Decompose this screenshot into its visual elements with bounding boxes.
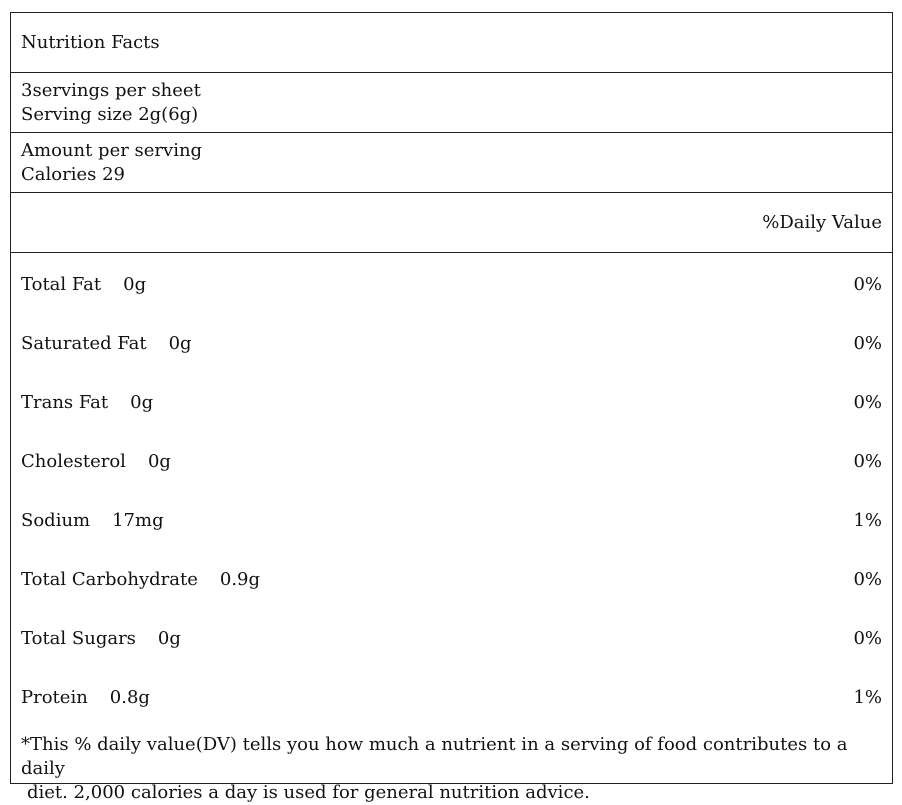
nutrient-name: Trans Fat bbox=[21, 392, 109, 413]
footnote-line-1: *This % daily value(DV) tells you how much a nutrient in a serving of food contributes to a daily bbox=[21, 734, 848, 779]
nutrient-row bbox=[11, 686, 892, 710]
nutrient-amount: 0g bbox=[157, 628, 181, 649]
nutrient-amount: 0g bbox=[130, 392, 154, 413]
daily-value-header-section bbox=[11, 193, 892, 253]
nutrient-name: Total Sugars bbox=[21, 628, 136, 649]
label-title: Nutrition Facts bbox=[21, 31, 160, 53]
nutrient-row bbox=[11, 568, 892, 592]
nutrient-name: Sodium bbox=[21, 510, 91, 531]
footnote bbox=[21, 733, 882, 805]
nutrient-amount: 0g bbox=[147, 451, 171, 472]
calories: Calories 29 bbox=[21, 164, 125, 185]
nutrient-row bbox=[11, 450, 892, 474]
nutrient-amount: 0.8g bbox=[109, 687, 150, 708]
nutrient-dv: 1% bbox=[853, 687, 882, 708]
amount-section bbox=[11, 133, 892, 193]
nutrient-row bbox=[11, 391, 892, 415]
nutrient-dv: 0% bbox=[853, 333, 882, 354]
footnote-line-2: diet. 2,000 calories a day is used for general nutrition advice. bbox=[27, 782, 590, 803]
nutrient-row bbox=[11, 273, 892, 297]
nutrient-name: Protein bbox=[21, 687, 88, 708]
nutrient-amount: 0.9g bbox=[219, 569, 261, 590]
nutrient-dv: 0% bbox=[853, 569, 882, 590]
nutrient-dv: 0% bbox=[853, 392, 882, 413]
servings-per-sheet: 3servings per sheet bbox=[21, 80, 201, 101]
nutrition-facts-label bbox=[10, 12, 893, 803]
serving-size: Serving size 2g(6g) bbox=[21, 104, 199, 125]
nutrient-dv: 1% bbox=[853, 510, 882, 531]
nutrient-amount: 0g bbox=[168, 333, 192, 354]
nutrient-row bbox=[11, 332, 892, 356]
nutrient-amount: 0g bbox=[123, 274, 147, 295]
nutrient-name: Cholesterol bbox=[21, 451, 126, 472]
nutrient-dv: 0% bbox=[853, 274, 882, 295]
nutrient-name: Total Carbohydrate bbox=[21, 569, 198, 590]
nutrient-row bbox=[11, 627, 892, 651]
amount-per-serving: Amount per serving bbox=[21, 140, 203, 161]
serving-section bbox=[11, 73, 892, 133]
nutrient-dv: 0% bbox=[853, 628, 882, 649]
nutrient-row bbox=[11, 509, 892, 533]
nutrient-name: Saturated Fat bbox=[21, 333, 147, 354]
nutrient-name: Total Fat bbox=[21, 274, 102, 295]
nutrient-dv: 0% bbox=[853, 451, 882, 472]
nutrient-amount: 17mg bbox=[112, 510, 164, 531]
title-section bbox=[11, 13, 892, 73]
daily-value-header: %Daily Value bbox=[762, 211, 882, 233]
